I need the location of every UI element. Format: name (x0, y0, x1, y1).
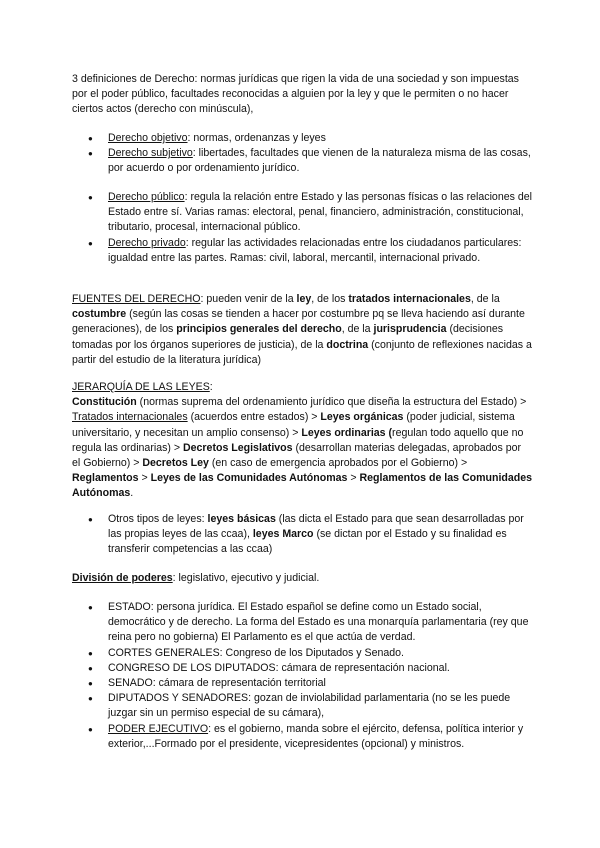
text: (desarrollan materias delegadas, aprobados por el Gobierno) > (72, 441, 522, 470)
bold-term: Constitución (72, 396, 137, 409)
list-item (72, 661, 532, 676)
bold-term: Leyes ordinarias ( (301, 426, 393, 439)
bold-term: Decretos Ley (142, 457, 209, 470)
text: Otros tipos de leyes: (108, 513, 208, 525)
text: (conjunto de reflexiones nacidas a partir del estudio de la literatura jurídica) (72, 338, 532, 366)
bold-term: doctrina (326, 338, 369, 351)
derecho-objetivo-subjetivo-list (72, 131, 532, 177)
definition: : libertades, facultades que vienen de la naturaleza misma de las cosas, por acuerdo o por ordenamiento jurídico. (108, 147, 531, 175)
list-item (72, 676, 532, 691)
text: (decisiones tomadas por los órganos superiores de justicia), de la (72, 323, 504, 351)
text: (en caso de emergencia aprobados por el Gobierno) > (208, 457, 468, 470)
term: Derecho subjetivo (108, 147, 193, 160)
text: , de la (341, 323, 374, 336)
derecho-publico-privado-list (72, 190, 532, 266)
text: : legislativo, ejecutivo y judicial. (172, 572, 320, 584)
bold-term: leyes Marco (252, 528, 314, 541)
fuentes-paragraph (72, 292, 532, 368)
list-item (72, 722, 532, 752)
bold-term: jurisprudencia (373, 323, 447, 336)
text: (acuerdos entre estados) > (187, 411, 321, 424)
text: regulan todo aquello que no regula las ordinarias) > (72, 426, 524, 454)
bold-term: tratados internacionales (348, 293, 471, 305)
text: SENADO: cámara de representación territorial (108, 677, 326, 690)
otros-tipos-list (72, 512, 532, 558)
definition: : regula la relación entre Estado y las personas físicas o las relaciones del Estado entre sí. Varias ramas: electoral, penal, financiero, administración, constitucional, tributario, procesal, internacional público. (108, 191, 532, 234)
text: , de los (311, 293, 349, 305)
list-item (72, 146, 532, 176)
text: . (130, 487, 134, 500)
text: > (138, 472, 151, 485)
section-heading: JERARQUÍA DE LAS LEYES (72, 381, 210, 393)
section-heading: División de poderes (72, 572, 173, 584)
text: > (347, 472, 360, 485)
text: : es el gobierno, manda sobre el ejército, defensa, política interior y exterior,...Formado por el presidente, vicepresidentes (opcional) y ministros. (108, 722, 524, 750)
section-heading: FUENTES DEL DERECHO (72, 293, 201, 305)
text: (normas suprema del ordenamiento jurídico que diseña la estructura del Estado) > (136, 396, 527, 409)
text: : pueden venir de la (200, 293, 297, 305)
definition: : normas, ordenanzas y leyes (187, 132, 326, 144)
term: Derecho objetivo (108, 132, 188, 144)
text: (las dicta el Estado para que sean desarrolladas por las propias leyes de las ccaa), (108, 513, 524, 541)
bold-term: leyes básicas (207, 513, 276, 525)
list-item (72, 600, 532, 646)
text: : (209, 381, 213, 393)
text: CORTES GENERALES: Congreso de los Diputados y Senado. (108, 646, 404, 659)
division-paragraph (72, 571, 532, 586)
text: (poder judicial, sistema universitario, y necesitan un amplio consenso) > (72, 411, 515, 439)
text: CONGRESO DE LOS DIPUTADOS: cámara de representación nacional. (108, 661, 450, 674)
text: DIPUTADOS Y SENADORES: gozan de inviolabilidad parlamentaria (no se les puede juzgar sin un permiso especial de su cámara), (108, 692, 511, 720)
text: , de la (470, 293, 500, 305)
text: ESTADO: persona jurídica. El Estado español se define como un Estado social, democrático y de derecho. La forma del Estado es una monarquía parlamentaria (rey que reina pero no gobierna) El Parlamento es el que actúa de verdad. (108, 601, 529, 644)
text: (se dictan por el Estado y su finalidad es transferir competencias a las ccaa) (108, 528, 507, 556)
bold-term: Leyes de las Comunidades Autónomas (150, 472, 348, 485)
jerarquia-paragraph (72, 380, 532, 502)
list-item (72, 646, 532, 661)
term: Derecho público (108, 191, 185, 203)
list-item (72, 691, 532, 721)
list-item (72, 190, 532, 236)
definition: : regular las actividades relacionadas entre los ciudadanos particulares: igualdad entre las partes. Ramas: civil, laboral, mercantil, internacional privado. (108, 236, 522, 264)
intro-paragraph: 3 definiciones de Derecho: normas jurídicas que rigen la vida de una sociedad y son impuestas por el poder público, facultades reconocidas a alguien por la ley y que le permiten o no hacer ciertos actos (derecho con minúscula), (72, 73, 519, 116)
list-item (72, 131, 532, 146)
term: Derecho privado (108, 236, 186, 249)
bold-term: Reglamentos (72, 472, 139, 485)
list-item (72, 236, 532, 266)
bold-term: costumbre (72, 308, 127, 321)
underlined-term: Tratados internacionales (72, 411, 188, 424)
text: (según las cosas se tienden a hacer por costumbre pq se lleva haciendo así durante generaciones), de los (72, 308, 525, 336)
bold-term: Reglamentos de las Comunidades Autónomas (72, 472, 533, 500)
bold-term: ley (296, 293, 312, 305)
bold-term: Decretos Legislativos (183, 441, 293, 454)
estado-list (72, 600, 532, 752)
term: PODER EJECUTIVO (108, 722, 209, 735)
list-item (72, 512, 532, 558)
bold-term: Leyes orgánicas (320, 411, 404, 424)
bold-term: principios generales del derecho (176, 323, 342, 336)
